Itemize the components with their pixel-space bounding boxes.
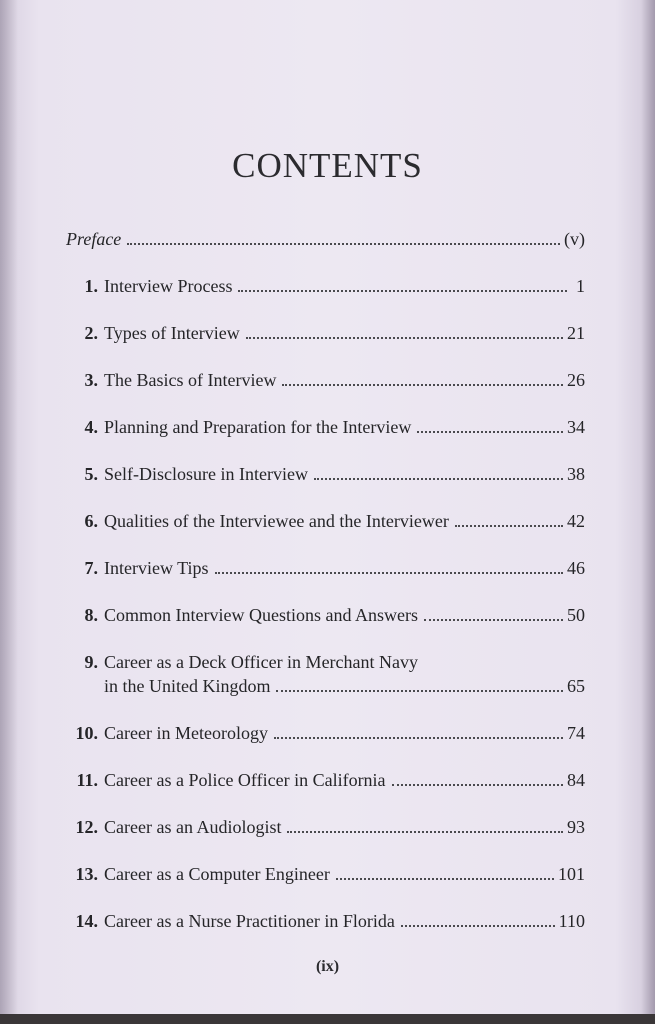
toc-label: Qualities of the Interviewee and the Interviewer [104,511,449,531]
leader-dots [417,431,563,433]
toc-number: 8. [84,605,98,625]
toc-page: 21 [567,323,585,343]
toc-entry [62,722,585,744]
toc-number: 4. [84,417,98,437]
toc-entry [62,416,585,438]
toc-label: Interview Process [104,276,233,296]
toc-number: 11. [76,770,98,790]
toc-label: Career in Meteorology [104,723,268,743]
toc-entry [62,863,585,885]
toc-number: 14. [75,911,98,931]
toc-page: 34 [567,417,585,437]
toc-entry [62,369,585,391]
page-number: (ix) [315,958,340,975]
toc-label-continued: in the United Kingdom [104,676,271,696]
toc-number: 7. [84,558,98,578]
toc-entry [62,604,585,626]
leader-dots [127,243,560,245]
toc-page: 50 [567,605,585,625]
toc-label: Preface [66,229,122,249]
toc-page: 38 [567,464,585,484]
leader-dots [455,525,563,527]
leader-dots [276,690,563,692]
toc-entry [62,275,585,297]
toc-number: 13. [75,864,98,884]
toc-label: The Basics of Interview [104,370,277,390]
toc-page: (v) [564,229,585,249]
toc-entry [62,769,585,791]
leader-dots [274,737,563,739]
toc-page: 46 [567,558,585,578]
toc-number: 2. [84,323,98,343]
toc-entry [62,510,585,532]
toc-number: 9. [84,652,98,672]
toc-label: Career as a Nurse Practitioner in Florida [104,911,395,931]
page-bottom-edge [0,1014,655,1024]
toc-page: 84 [567,770,585,790]
toc-label: Career as a Deck Officer in Merchant Navy [104,652,419,672]
leader-dots [238,290,567,292]
toc-page: 65 [567,676,585,696]
page-title: CONTENTS [232,146,423,185]
toc-label: Common Interview Questions and Answers [104,605,418,625]
toc-number: 5. [84,464,98,484]
leader-dots [424,619,563,621]
toc-label: Career as an Audiologist [104,817,282,837]
toc-preface [66,228,585,250]
leader-dots [282,384,563,386]
toc-page: 42 [567,511,585,531]
toc-entry [62,322,585,344]
toc-label: Career as a Police Officer in California [104,770,386,790]
leader-dots [336,878,554,880]
toc-page: 1 [576,276,585,296]
toc-page: 93 [567,817,585,837]
toc-label: Interview Tips [104,558,209,578]
toc-entry [62,816,585,838]
toc-entry [62,910,585,932]
toc-page: 110 [558,911,585,931]
toc-number: 10. [75,723,98,743]
toc-entry [62,463,585,485]
toc-label: Planning and Preparation for the Interview [104,417,412,437]
leader-dots [392,784,563,786]
toc-number: 12. [75,817,98,837]
leader-dots [314,478,563,480]
leader-dots [246,337,563,339]
toc-page: 74 [567,723,585,743]
toc-page: 101 [558,864,585,884]
toc-page: 26 [567,370,585,390]
leader-dots [287,831,563,833]
toc-label: Types of Interview [104,323,240,343]
toc-label: Self-Disclosure in Interview [104,464,308,484]
toc-label: Career as a Computer Engineer [104,864,330,884]
toc-entry [62,557,585,579]
toc-number: 6. [84,511,98,531]
toc-entry [62,651,585,697]
leader-dots [401,925,555,927]
leader-dots [215,572,563,574]
toc-number: 1. [84,276,98,296]
toc-number: 3. [84,370,98,390]
